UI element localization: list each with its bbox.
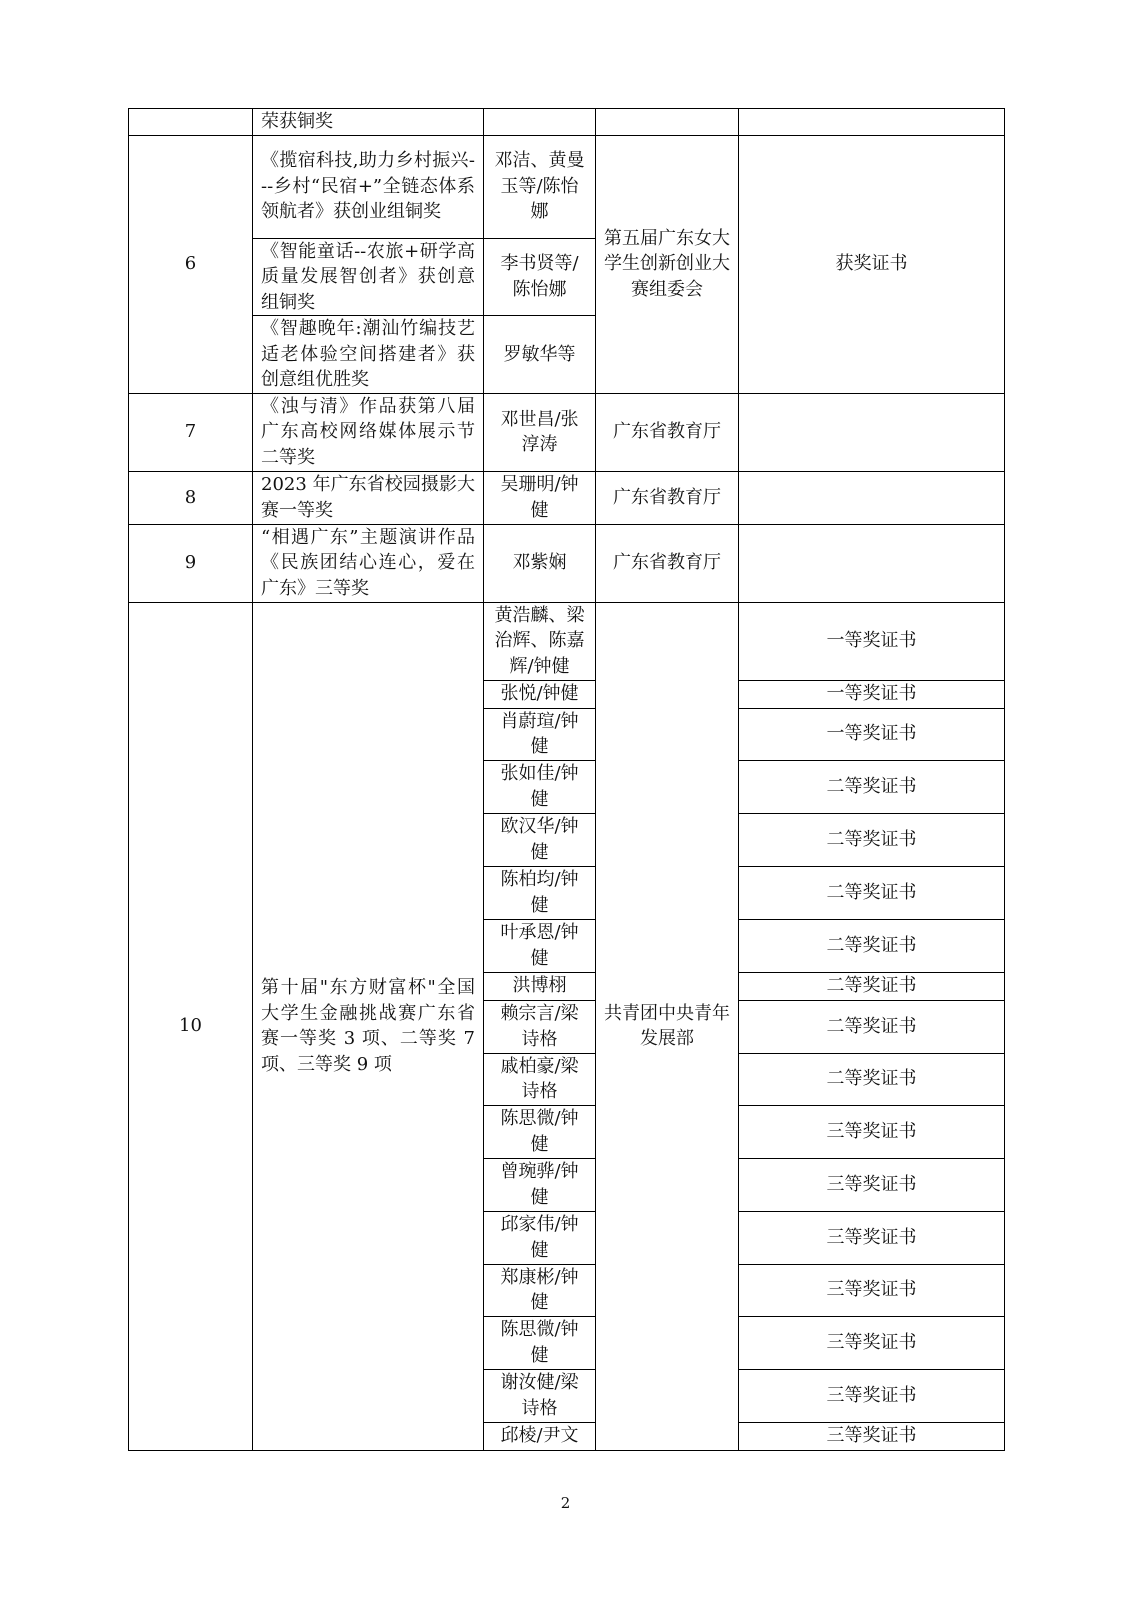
issuer-cell: 第五届广东女大学生创新创业大赛组委会 <box>596 135 739 393</box>
winners-cell: 李书贤等/陈怡娜 <box>484 238 596 316</box>
issuer-cell <box>596 109 739 136</box>
winners-cell: 邓世昌/张淳涛 <box>484 393 596 471</box>
table-row-10 <box>129 602 1005 680</box>
row-number-cell <box>129 109 253 136</box>
certificate-cell <box>739 109 1005 136</box>
certificate-cell: 一等奖证书 <box>739 708 1005 760</box>
winners-cell: 黄浩麟、梁治辉、陈嘉辉/钟健 <box>484 602 596 680</box>
certificate-cell: 二等奖证书 <box>739 760 1005 813</box>
winners-cell <box>484 109 596 136</box>
table-row-continuation <box>129 109 1005 136</box>
certificate-cell: 二等奖证书 <box>739 1000 1005 1053</box>
certificate-cell: 三等奖证书 <box>739 1422 1005 1450</box>
certificate-cell: 一等奖证书 <box>739 602 1005 680</box>
certificate-cell: 三等奖证书 <box>739 1369 1005 1422</box>
winners-cell: 欧汉华/钟健 <box>484 813 596 866</box>
winners-cell: 叶承恩/钟健 <box>484 919 596 972</box>
certificate-cell: 二等奖证书 <box>739 919 1005 972</box>
certificate-cell <box>739 393 1005 471</box>
row-number-cell: 10 <box>129 602 253 1450</box>
certificate-cell: 三等奖证书 <box>739 1158 1005 1211</box>
issuer-cell: 广东省教育厅 <box>596 393 739 471</box>
award-name-cell: “相遇广东”主题演讲作品《民族团结心连心，爱在广东》三等奖 <box>253 524 484 602</box>
certificate-cell: 获奖证书 <box>739 135 1005 393</box>
certificate-cell: 二等奖证书 <box>739 1053 1005 1105</box>
page-number: 2 <box>560 1494 571 1512</box>
row-number-cell: 8 <box>129 471 253 524</box>
certificate-cell: 二等奖证书 <box>739 813 1005 866</box>
certificate-cell <box>739 524 1005 602</box>
winners-cell: 曾琬骅/钟健 <box>484 1158 596 1211</box>
winners-cell: 郑康彬/钟健 <box>484 1264 596 1316</box>
winners-cell: 邓洁、黄曼玉等/陈怡娜 <box>484 135 596 238</box>
row-number-cell: 6 <box>129 135 253 393</box>
issuer-cell: 广东省教育厅 <box>596 524 739 602</box>
award-name-cell: 《智趣晚年:潮汕竹编技艺适老体验空间搭建者》获创意组优胜奖 <box>253 316 484 394</box>
winners-cell: 陈柏均/钟健 <box>484 866 596 919</box>
award-name-cell: 《揽宿科技,助力乡村振兴---乡村“民宿+”全链态体系领航者》获创业组铜奖 <box>253 135 484 238</box>
award-name-cell: 《浊与清》作品获第八届广东高校网络媒体展示节二等奖 <box>253 393 484 471</box>
certificate-cell: 三等奖证书 <box>739 1264 1005 1316</box>
table-row-6 <box>129 135 1005 238</box>
winners-cell: 邓紫娴 <box>484 524 596 602</box>
winners-cell: 肖蔚瑄/钟健 <box>484 708 596 760</box>
award-name-cell: 《智能童话--农旅+研学高质量发展智创者》获创意组铜奖 <box>253 238 484 316</box>
certificate-cell <box>739 471 1005 524</box>
winners-cell: 戚柏豪/梁诗格 <box>484 1053 596 1105</box>
awards-table <box>128 108 1005 1451</box>
winners-cell: 邱棱/尹文 <box>484 1422 596 1450</box>
winners-cell: 谢汝健/梁诗格 <box>484 1369 596 1422</box>
winners-cell: 张悦/钟健 <box>484 680 596 708</box>
certificate-cell: 三等奖证书 <box>739 1316 1005 1369</box>
winners-cell: 陈思微/钟健 <box>484 1316 596 1369</box>
certificate-cell: 三等奖证书 <box>739 1105 1005 1158</box>
winners-cell: 邱家伟/钟健 <box>484 1211 596 1264</box>
certificate-cell: 三等奖证书 <box>739 1211 1005 1264</box>
winners-cell: 罗敏华等 <box>484 316 596 394</box>
winners-cell: 赖宗言/梁诗格 <box>484 1000 596 1053</box>
certificate-cell: 二等奖证书 <box>739 866 1005 919</box>
certificate-cell: 二等奖证书 <box>739 972 1005 1000</box>
award-name-cell: 第十届"东方财富杯"全国大学生金融挑战赛广东省赛一等奖 3 项、二等奖 7 项、三等奖 9 项 <box>253 602 484 1450</box>
winners-cell: 张如佳/钟健 <box>484 760 596 813</box>
winners-cell: 洪博栩 <box>484 972 596 1000</box>
table-row-9 <box>129 524 1005 602</box>
table-row-7 <box>129 393 1005 471</box>
row-number-cell: 9 <box>129 524 253 602</box>
row-number-cell: 7 <box>129 393 253 471</box>
award-name-cell: 荣获铜奖 <box>253 109 484 136</box>
issuer-cell: 共青团中央青年发展部 <box>596 602 739 1450</box>
winners-cell: 陈思微/钟健 <box>484 1105 596 1158</box>
issuer-cell: 广东省教育厅 <box>596 471 739 524</box>
award-name-cell: 2023 年广东省校园摄影大赛一等奖 <box>253 471 484 524</box>
winners-cell: 吴珊明/钟健 <box>484 471 596 524</box>
certificate-cell: 一等奖证书 <box>739 680 1005 708</box>
table-row-8 <box>129 471 1005 524</box>
